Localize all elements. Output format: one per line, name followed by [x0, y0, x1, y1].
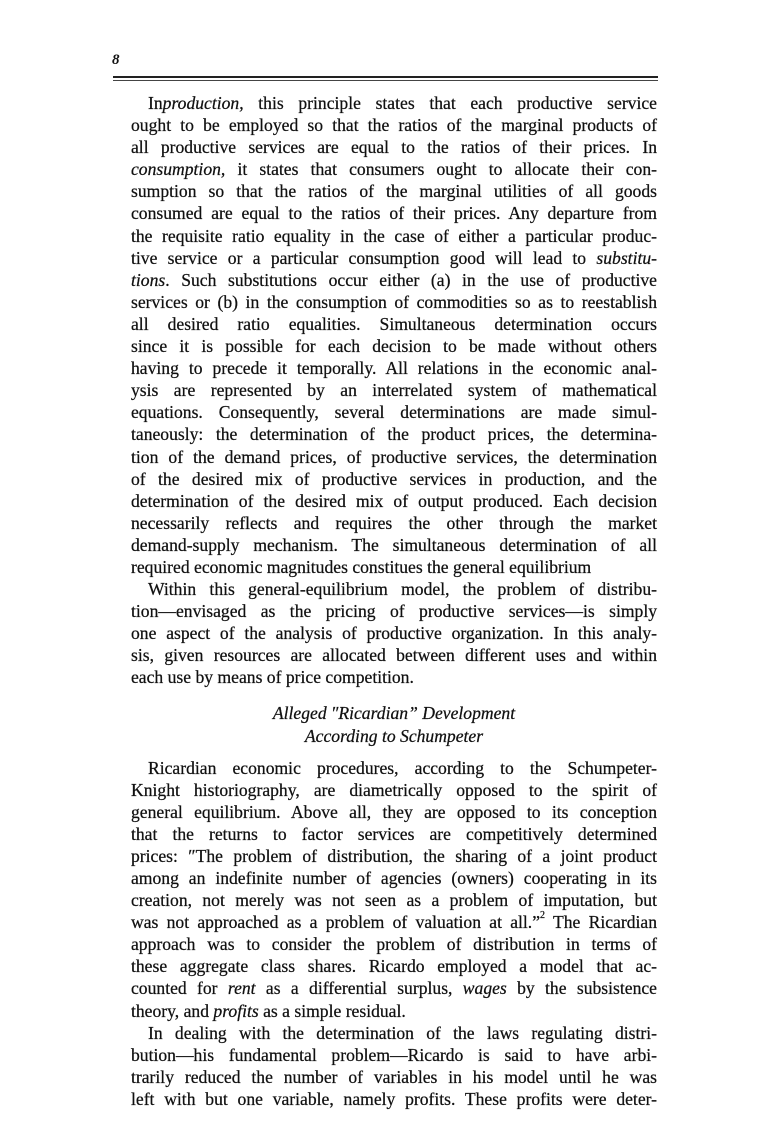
header-rule-thick	[113, 76, 658, 78]
text-run: having to precede it temporally. All relations in the economic anal-	[131, 358, 657, 379]
text-run: general equilibrium. Above all, they are opposed to its conception	[131, 801, 657, 822]
text-run: Ricardian economic procedures, according to the Schumpeter-	[148, 757, 657, 778]
text-line	[131, 889, 657, 911]
text-run: necessarily reflects and requires the other through the market	[131, 512, 657, 533]
text-run: by the subsistence	[506, 978, 657, 999]
text-run: consumed are equal to the ratios of their prices. Any departure from	[131, 203, 657, 224]
text-run: sumption so that the ratios of the marginal utilities of all goods	[131, 181, 657, 202]
text-run: creation, not merely was not seen as a problem of imputation, but	[131, 890, 657, 911]
text-line	[131, 269, 657, 291]
text-line	[131, 1088, 657, 1110]
text-line	[131, 202, 657, 224]
text-run: ought to be employed so that the ratios of the marginal products of	[131, 115, 657, 136]
heading-line	[131, 702, 657, 725]
text-line	[131, 490, 657, 512]
text-line	[131, 977, 657, 999]
text-line	[131, 247, 657, 269]
text-run: tion of the demand prices, of productive services, the determination	[131, 446, 657, 467]
text-line	[131, 1044, 657, 1066]
text-line	[131, 556, 657, 578]
heading-line	[131, 725, 657, 748]
text-run: According to Schumpeter	[304, 725, 484, 746]
text-line	[131, 534, 657, 556]
text-line	[131, 92, 657, 114]
text-run: these aggregate class shares. Ricardo employed a model that ac-	[131, 956, 657, 977]
text-line	[131, 666, 657, 688]
text-line	[131, 423, 657, 445]
text-run: among an indefinite number of agencies (owners) cooperating in its	[131, 868, 657, 888]
text-line	[131, 622, 657, 644]
text-run: since it is possible for each decision to be made without others	[131, 336, 657, 357]
text-run: tive service or a particular consumption good will lead to	[131, 247, 597, 268]
text-line	[131, 779, 657, 801]
text-line	[131, 867, 657, 889]
text-run: all productive services are equal to the ratios of their prices. In	[131, 137, 657, 158]
text-line	[131, 757, 657, 779]
text-run: taneously: the determination of the product prices, the determina-	[131, 424, 657, 445]
text-line	[131, 158, 657, 180]
text-line	[131, 180, 657, 202]
text-line	[131, 446, 657, 468]
text-line	[131, 600, 657, 622]
text-line	[131, 933, 657, 955]
footnote-ref[interactable]: 2	[540, 910, 546, 922]
text-run: Alleged ″Ricardian” Development	[272, 702, 516, 723]
text-run: services or (b) in the consumption of commodities so as to reestablish	[131, 291, 657, 312]
italic-text: production,	[162, 93, 244, 113]
italic-text: profits	[213, 1000, 259, 1021]
text-line	[131, 313, 657, 335]
text-line	[131, 911, 657, 933]
text-run: theory, and	[131, 1000, 214, 1021]
text-line	[131, 225, 657, 247]
text-run: that the returns to factor services are competitively determined	[131, 823, 657, 844]
italic-text: rent	[227, 978, 256, 999]
text-line	[131, 644, 657, 666]
text-line	[131, 401, 657, 423]
text-line	[131, 1022, 657, 1044]
page-number: 8	[112, 52, 120, 68]
text-line	[131, 801, 657, 823]
text-line	[131, 468, 657, 490]
text-line	[131, 136, 657, 158]
text-line	[131, 845, 657, 867]
text-line	[131, 578, 657, 600]
paragraph	[131, 757, 657, 1022]
header-rule-thin	[113, 80, 658, 81]
text-line	[131, 114, 657, 136]
text-run: ysis are represented by an interrelated system of mathematical	[131, 380, 657, 401]
text-line	[131, 379, 657, 401]
text-run: left with but one variable, namely profits. These profits were deter-	[131, 1088, 657, 1109]
text-line	[131, 357, 657, 379]
text-run: one aspect of the analysis of productive organization. In this analy-	[131, 623, 657, 644]
text-run: equations. Consequently, several determinations are made simul-	[131, 402, 657, 423]
section-heading	[131, 702, 657, 748]
text-run: of the desired mix of productive services in production, and the	[131, 468, 657, 489]
paragraph	[131, 92, 657, 578]
text-run: was not approached as a problem of valuation at all.”	[131, 912, 541, 933]
text-run: the requisite ratio equality in the case of either a particular produc-	[131, 225, 657, 246]
text-line	[131, 1066, 657, 1088]
text-line	[131, 291, 657, 313]
text-run: The Ricardian	[545, 912, 657, 933]
text-run: . Such substitutions occur either (a) in the use of productive	[165, 269, 657, 290]
text-run: sis, given resources are allocated between different uses and within	[131, 645, 657, 666]
text-run: determination of the desired mix of output produced. Each decision	[131, 490, 657, 511]
text-run: each use by means of price competition.	[131, 667, 414, 688]
text-run: this principle states that each productive service	[243, 93, 657, 113]
text-line	[131, 823, 657, 845]
text-run: prices: ″The problem of distribution, the sharing of a joint product	[131, 845, 657, 866]
text-line	[131, 512, 657, 534]
text-run: counted for	[131, 978, 228, 999]
text-run: In dealing with the determination of the laws regulating distri-	[148, 1022, 657, 1043]
italic-text: wages	[462, 978, 507, 999]
italic-text: tions	[131, 269, 166, 290]
italic-text: substitu-	[596, 247, 657, 268]
text-line	[131, 1000, 657, 1022]
text-run: all desired ratio equalities. Simultaneous determination occurs	[131, 313, 657, 334]
text-run: tion—envisaged as the pricing of productive services—is simply	[131, 601, 657, 622]
text-run: as a simple residual.	[258, 1000, 406, 1021]
text-run: demand-supply mechanism. The simultaneous determination of all	[131, 534, 657, 555]
body-text	[131, 92, 657, 1110]
paragraph	[131, 578, 657, 688]
text-run: it states that consumers ought to allocate their con-	[225, 159, 657, 180]
text-run: bution—his fundamental problem—Ricardo is said to have arbi-	[131, 1044, 657, 1065]
text-run: required economic magnitudes constitues the general equilibrium	[131, 556, 592, 577]
italic-text: consumption,	[131, 159, 226, 180]
text-run: Knight historiography, are diametrically opposed to the spirit of	[131, 779, 657, 800]
text-run: Within this general-equilibrium model, the problem of distribu-	[148, 579, 657, 600]
text-line	[131, 955, 657, 977]
text-run: approach was to consider the problem of distribution in terms of	[131, 934, 657, 955]
text-run: In	[148, 93, 163, 113]
text-line	[131, 335, 657, 357]
text-run: as a differential surplus,	[255, 978, 463, 999]
paragraph	[131, 1022, 657, 1110]
text-run: trarily reduced the number of variables in his model until he was	[131, 1066, 657, 1087]
